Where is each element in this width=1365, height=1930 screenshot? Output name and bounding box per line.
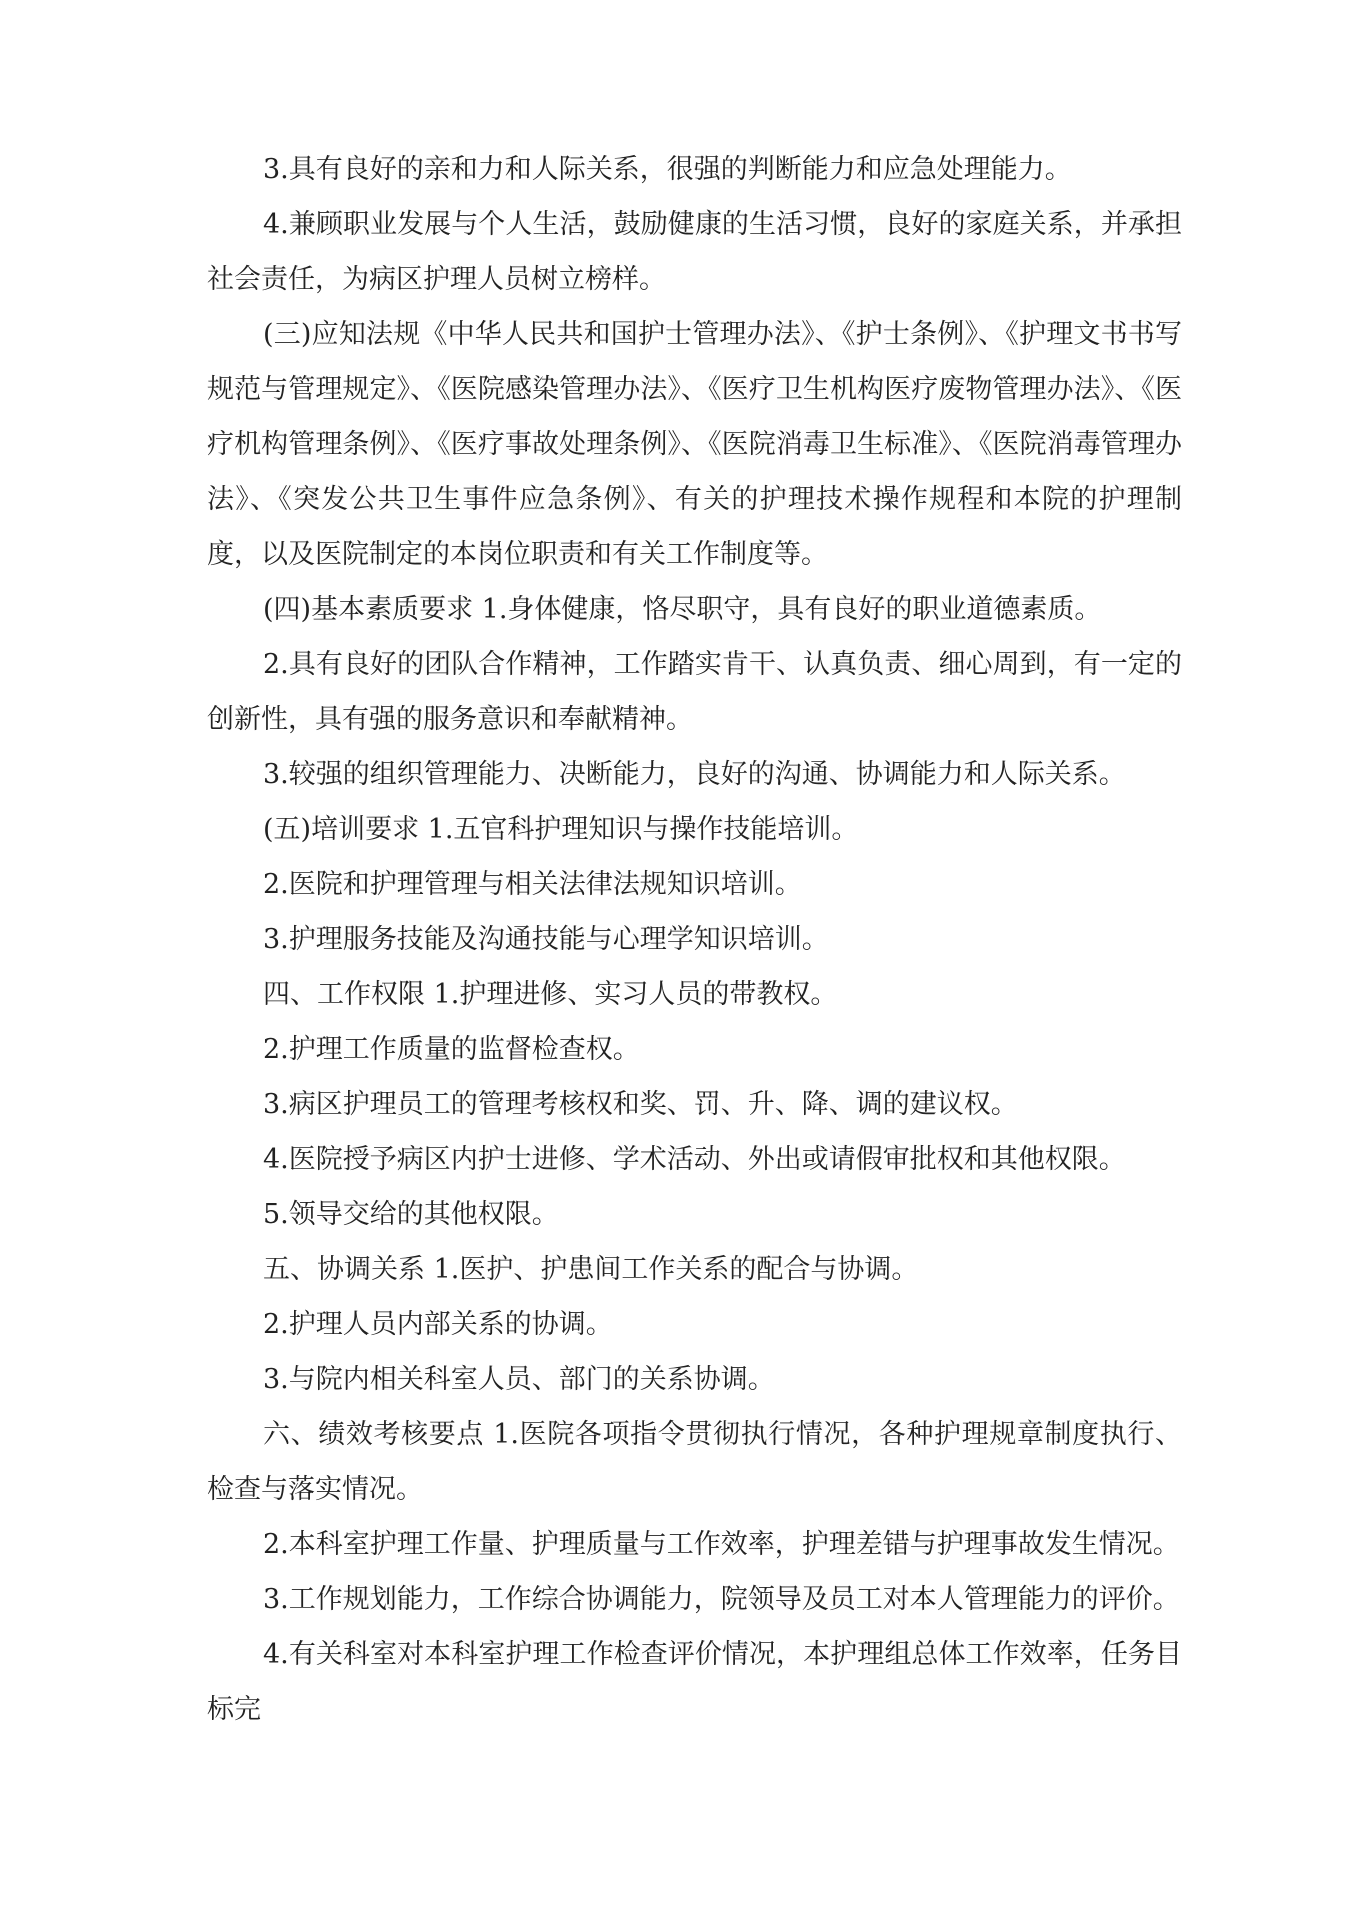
paragraph: (五)培训要求 1.五官科护理知识与操作技能培训。 <box>263 814 859 845</box>
document-body <box>207 142 1182 1737</box>
paragraph: (四)基本素质要求 1.身体健康，恪尽职守，具有良好的职业道德素质。 <box>263 594 1102 625</box>
paragraph: 3.工作规划能力，工作综合协调能力，院领导及员工对本人管理能力的评价。 <box>263 1584 1180 1615</box>
paragraph: 4.医院授予病区内护士进修、学术活动、外出或请假审批权和其他权限。 <box>263 1144 1126 1175</box>
paragraph: 3.与院内相关科室人员、部门的关系协调。 <box>263 1364 775 1395</box>
paragraph: 3.具有良好的亲和力和人际关系，很强的判断能力和应急处理能力。 <box>263 154 1072 185</box>
paragraph: 4.有关科室对本科室护理工作检查评价情况，本护理组总体工作效率，任务目标完 <box>207 1639 1182 1725</box>
paragraph: 2.医院和护理管理与相关法律法规知识培训。 <box>263 869 802 900</box>
paragraph: 四、工作权限 1.护理进修、实习人员的带教权。 <box>263 979 838 1010</box>
paragraph: 4.兼顾职业发展与个人生活，鼓励健康的生活习惯，良好的家庭关系，并承担社会责任，为病区护理人员树立榜样。 <box>207 209 1182 295</box>
paragraph: 3.较强的组织管理能力、决断能力，良好的沟通、协调能力和人际关系。 <box>263 759 1126 790</box>
paragraph: 3.病区护理员工的管理考核权和奖、罚、升、降、调的建议权。 <box>263 1089 1018 1120</box>
paragraph: 六、绩效考核要点 1.医院各项指令贯彻执行情况，各种护理规章制度执行、检查与落实情况。 <box>207 1419 1182 1505</box>
paragraph: 5.领导交给的其他权限。 <box>263 1199 559 1230</box>
paragraph: 2.护理人员内部关系的协调。 <box>263 1309 613 1340</box>
paragraph: 2.护理工作质量的监督检查权。 <box>263 1034 640 1065</box>
paragraph: (三)应知法规《中华人民共和国护士管理办法》、《护士条例》、《护理文书书写规范与管理规定》、《医院感染管理办法》、《医疗卫生机构医疗废物管理办法》、《医疗机构管理条例》、《医疗事故处理条例》、《医院消毒卫生标准》、《医院消毒管理办法》、《突发公共卫生事件应急条例》、有关的护理技术操作规程和本院的护理制度，以及医院制定的本岗位职责和有关工作制度等。 <box>207 319 1182 570</box>
paragraph: 3.护理服务技能及沟通技能与心理学知识培训。 <box>263 924 829 955</box>
paragraph: 2.具有良好的团队合作精神，工作踏实肯干、认真负责、细心周到，有一定的创新性，具有强的服务意识和奉献精神。 <box>207 649 1182 735</box>
paragraph: 五、协调关系 1.医护、护患间工作关系的配合与协调。 <box>263 1254 919 1285</box>
paragraph: 2.本科室护理工作量、护理质量与工作效率，护理差错与护理事故发生情况。 <box>263 1529 1180 1560</box>
